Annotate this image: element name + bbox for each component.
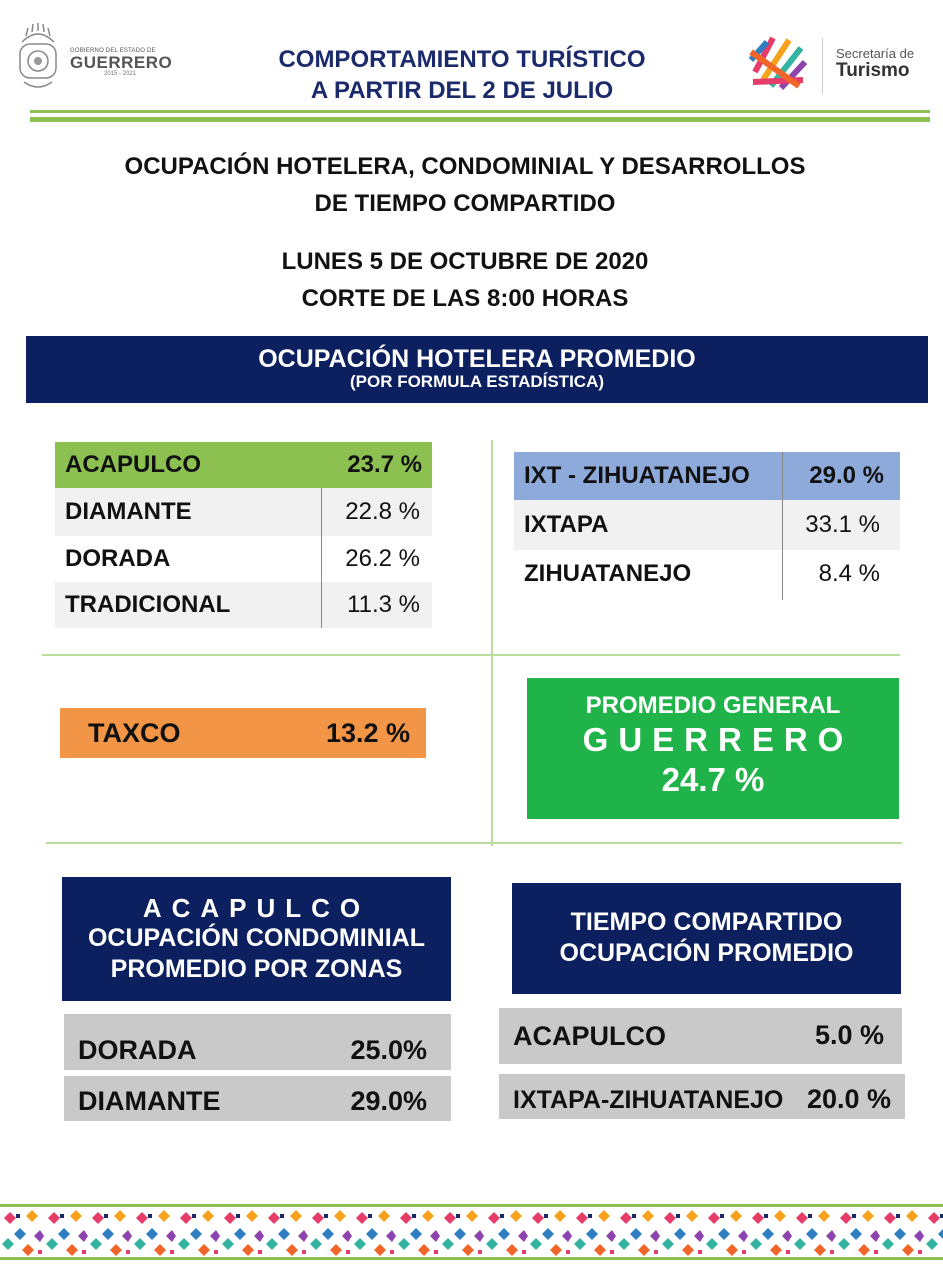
- table-row: [55, 488, 432, 536]
- title-line2: A PARTIR DEL 2 DE JULIO: [310, 77, 614, 104]
- condominial-title-line1: ACAPULCO: [142, 893, 371, 923]
- grid-divider-horizontal-1: [42, 654, 900, 656]
- condominial-header: [62, 877, 451, 1001]
- guerrero-state-seal-icon: [14, 22, 62, 94]
- row-value: 29.0 %: [809, 462, 884, 489]
- average-value: 24.7 %: [661, 761, 765, 798]
- sec-line1: Secretaría de: [836, 46, 915, 61]
- subtitle-line1: OCUPACIÓN HOTELERA, CONDOMINIAL Y DESARROLLOS: [124, 153, 806, 180]
- condominial-title-line2: OCUPACIÓN CONDOMINIAL: [87, 924, 426, 952]
- row-label: ACAPULCO: [65, 451, 201, 478]
- date-line2: CORTE DE LAS 8:00 HORAS: [301, 285, 629, 312]
- row-label: DORADA: [65, 545, 171, 572]
- table-row: [55, 582, 432, 628]
- date-line1: LUNES 5 DE OCTUBRE DE 2020: [281, 248, 649, 275]
- table-row: [514, 500, 900, 550]
- taxco-occupancy: [60, 708, 426, 758]
- ixtapa-occupancy-table: [514, 452, 900, 598]
- gov-line1: GOBIERNO DEL ESTADO DE: [70, 48, 156, 54]
- taxco-label: TAXCO: [88, 717, 181, 748]
- acapulco-occupancy-table: [55, 442, 432, 628]
- row-value: 5.0 %: [814, 1020, 884, 1050]
- sec-line2: Turismo: [836, 60, 910, 81]
- taxco-value: 13.2 %: [325, 717, 410, 748]
- timeshare-row: [499, 1074, 905, 1119]
- row-value: 26.2 %: [345, 545, 420, 572]
- row-label: IXTAPA-ZIHUATANEJO: [513, 1086, 784, 1114]
- timeshare-row: [499, 1008, 902, 1064]
- row-label: ACAPULCO: [513, 1020, 666, 1051]
- condominial-row: [64, 1076, 451, 1121]
- row-value: 20.0 %: [806, 1084, 891, 1114]
- row-value: 25.0%: [350, 1035, 427, 1065]
- row-label: DIAMANTE: [78, 1086, 221, 1116]
- row-label: DIAMANTE: [65, 498, 192, 525]
- subtitle-line2: DE TIEMPO COMPARTIDO: [314, 190, 616, 217]
- condominial-title-line3: PROMEDIO POR ZONAS: [110, 955, 403, 983]
- row-value: 22.8 %: [345, 498, 420, 525]
- government-logo-text: [70, 48, 190, 77]
- band-title: OCUPACIÓN HOTELERA PROMEDIO: [258, 345, 696, 373]
- table-row: [55, 442, 432, 488]
- row-label: TRADICIONAL: [65, 591, 231, 618]
- grid-divider-horizontal-2: [46, 842, 902, 844]
- average-state: GUERRERO: [582, 721, 854, 758]
- section-band: [26, 336, 928, 403]
- logo-divider: [822, 38, 823, 94]
- report-subtitle: [60, 148, 870, 222]
- header-divider-thick: [30, 117, 930, 122]
- row-label: IXT - ZIHUATANEJO: [524, 462, 750, 489]
- column-separator: [321, 488, 322, 628]
- average-title: PROMEDIO GENERAL: [585, 692, 841, 719]
- report-date: [60, 243, 870, 317]
- table-row: [514, 452, 900, 500]
- row-value: 23.7 %: [347, 451, 422, 478]
- timeshare-title-line1: TIEMPO COMPARTIDO: [570, 908, 843, 936]
- secretaria-turismo-text: [836, 46, 914, 81]
- grid-divider-vertical: [491, 440, 493, 846]
- table-row: [55, 536, 432, 582]
- title-line1: COMPORTAMIENTO TURÍSTICO: [278, 46, 646, 73]
- row-value: 8.4 %: [818, 560, 880, 587]
- timeshare-header: [512, 883, 901, 994]
- row-label: IXTAPA: [524, 511, 609, 538]
- band-subtitle: (POR FORMULA ESTADÍSTICA): [349, 372, 605, 391]
- row-value: 33.1 %: [805, 511, 880, 538]
- header-divider-thin: [30, 110, 930, 113]
- row-label: ZIHUATANEJO: [524, 560, 692, 587]
- turismo-logo-icon: [745, 32, 811, 94]
- row-value: 29.0%: [350, 1086, 427, 1116]
- general-average-box: [527, 678, 899, 819]
- table-row: [514, 550, 900, 598]
- decorative-embroidery-border: [0, 1204, 943, 1260]
- timeshare-title-line2: OCUPACIÓN PROMEDIO: [559, 939, 854, 967]
- gov-line2: GUERRERO: [70, 53, 173, 72]
- column-separator: [782, 452, 783, 600]
- gov-years: 2015 - 2021: [104, 71, 137, 77]
- condominial-row: [64, 1014, 451, 1070]
- row-value: 11.3 %: [347, 591, 420, 618]
- page-title: [240, 44, 684, 106]
- row-label: DORADA: [78, 1035, 197, 1065]
